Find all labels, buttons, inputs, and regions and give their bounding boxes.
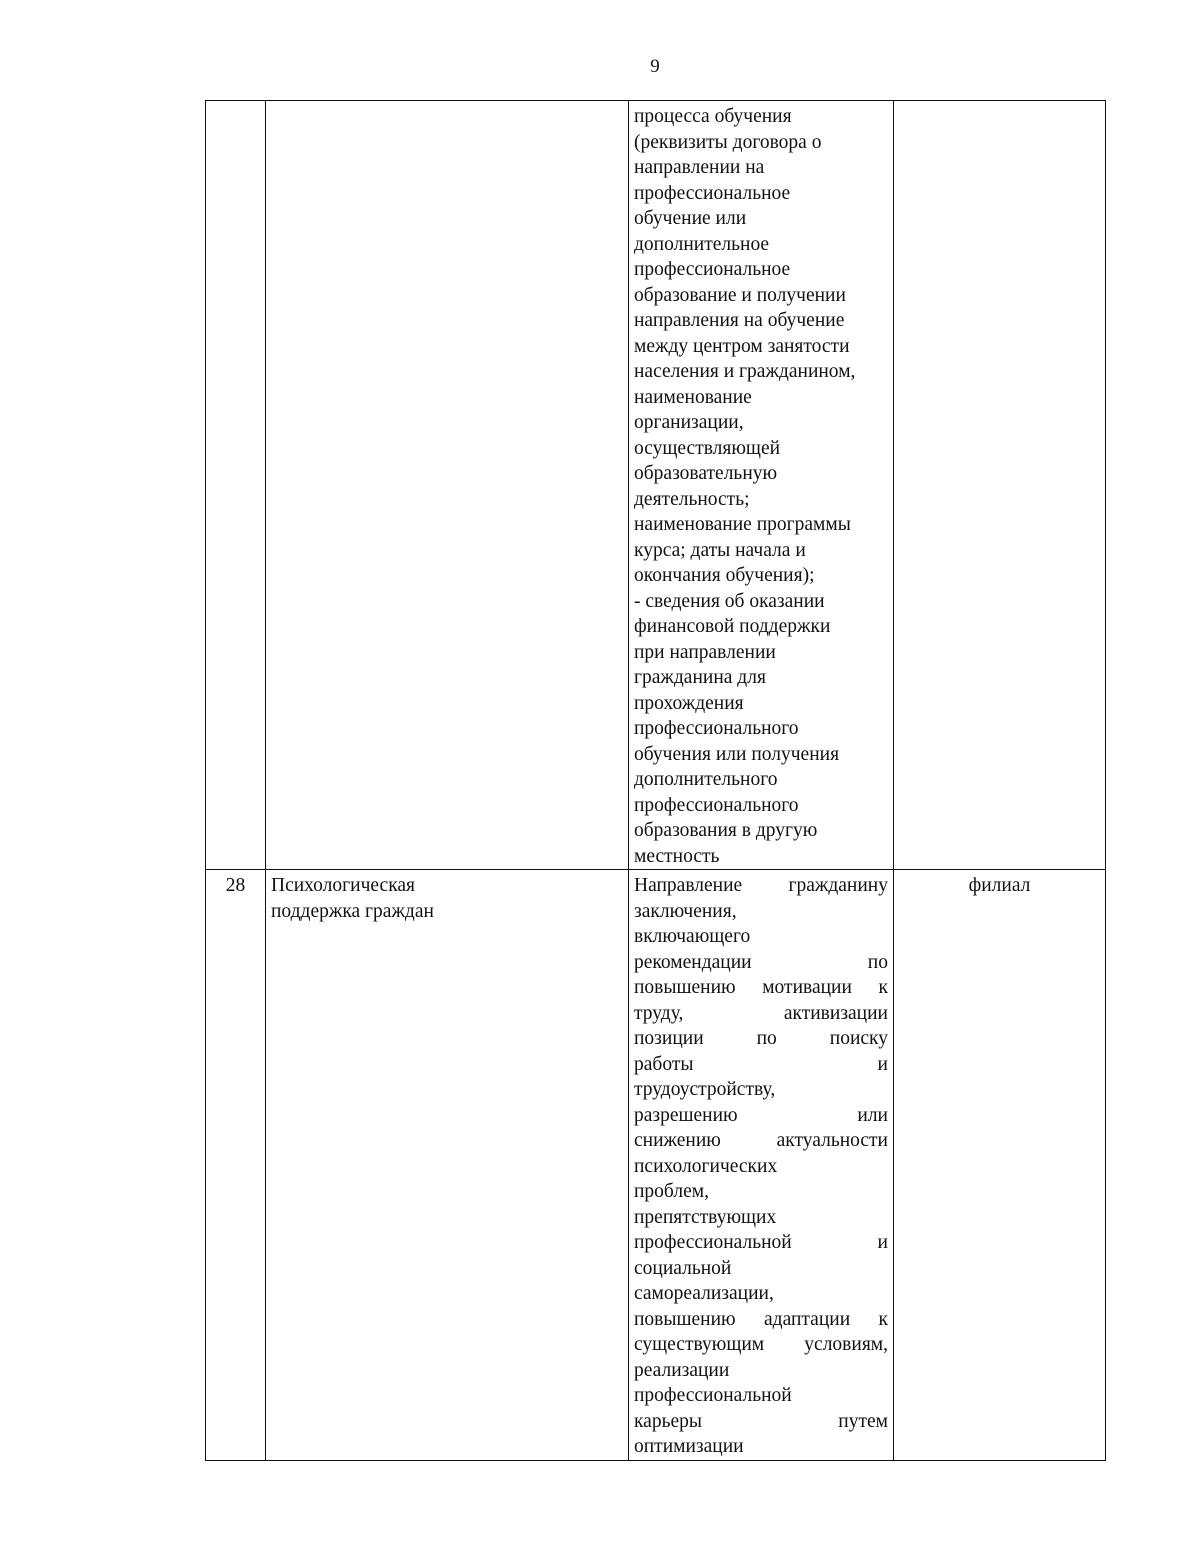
text-line: (реквизиты договора о bbox=[634, 131, 822, 153]
text-line: проблем, bbox=[634, 1181, 709, 1202]
text-line: реализации bbox=[634, 1359, 730, 1381]
service-name-cell bbox=[266, 101, 629, 870]
text-line: деятельность; bbox=[634, 488, 750, 510]
text-line: труду, активизации bbox=[634, 1002, 888, 1024]
text-line: трудоустройству, bbox=[634, 1079, 776, 1100]
text-line: процесса обучения bbox=[634, 106, 792, 127]
text-line: при направлении bbox=[634, 641, 776, 663]
text-line: курса; даты начала и bbox=[634, 539, 806, 561]
text-line: образовательную bbox=[634, 463, 778, 484]
text-line: местность bbox=[634, 845, 720, 867]
table-row-28 bbox=[206, 870, 1106, 1461]
text-line: повышению адаптации к bbox=[634, 1308, 888, 1330]
text-line: профессиональной и bbox=[634, 1232, 888, 1253]
text-line: организации, bbox=[634, 412, 744, 433]
result-description-cell bbox=[629, 870, 894, 1461]
text-line: профессионального bbox=[634, 794, 799, 816]
text-line: направления на обучение bbox=[634, 310, 845, 331]
page-number: 9 bbox=[650, 56, 660, 77]
text-line: гражданина для bbox=[634, 667, 766, 688]
text-line: психологических bbox=[634, 1155, 778, 1177]
text-line: окончания обучения); bbox=[634, 565, 815, 586]
text-line: самореализации, bbox=[634, 1283, 774, 1304]
text-line: профессиональное bbox=[634, 259, 791, 280]
service-name-cell bbox=[266, 870, 629, 1461]
text-line: - сведения об оказании bbox=[634, 590, 825, 612]
text-line: включающего bbox=[634, 926, 751, 947]
text-line: снижению актуальности bbox=[634, 1130, 888, 1151]
text-line: дополнительное bbox=[634, 233, 770, 255]
text-line: обучение или bbox=[634, 208, 747, 229]
text-line: дополнительного bbox=[634, 769, 778, 790]
text-line: населения и гражданином, bbox=[634, 361, 856, 382]
text-line: оптимизации bbox=[634, 1436, 744, 1457]
services-table bbox=[205, 100, 1106, 1461]
row-number-cell: 28 bbox=[206, 870, 266, 1461]
text-line: позиции по поиску bbox=[634, 1028, 888, 1049]
text-line: прохождения bbox=[634, 692, 744, 714]
text-line: направлении на bbox=[634, 157, 765, 178]
text-line: образования в другую bbox=[634, 820, 818, 841]
text-line: профессиональное bbox=[634, 182, 791, 204]
text-line: обучения или получения bbox=[634, 743, 840, 765]
text-line: рекомендации по bbox=[634, 951, 888, 973]
text-line: заключения, bbox=[634, 900, 737, 922]
text-line: образование и получении bbox=[634, 284, 846, 306]
text-line: разрешению или bbox=[634, 1104, 888, 1126]
table-row-continuation bbox=[206, 101, 1106, 870]
service-name-line: поддержка граждан bbox=[271, 900, 434, 922]
text-line: между центром занятости bbox=[634, 335, 850, 357]
executor-cell bbox=[894, 101, 1106, 870]
text-line: профессиональной bbox=[634, 1385, 792, 1406]
row-number-cell bbox=[206, 101, 266, 870]
text-line: Направление гражданину bbox=[634, 875, 888, 896]
result-description-cell bbox=[629, 101, 894, 870]
text-line: работы и bbox=[634, 1053, 888, 1075]
text-line: карьеры путем bbox=[634, 1410, 888, 1432]
service-name-line: Психологическая bbox=[271, 875, 415, 896]
table-body bbox=[206, 101, 1106, 1461]
text-line: препятствующих bbox=[634, 1206, 777, 1228]
text-line: наименование bbox=[634, 386, 752, 408]
text-line: наименование программы bbox=[634, 514, 851, 535]
executor-cell: филиал bbox=[894, 870, 1106, 1461]
text-line: повышению мотивации к bbox=[634, 977, 888, 998]
text-line: социальной bbox=[634, 1257, 732, 1279]
text-line: профессионального bbox=[634, 718, 799, 739]
text-line: осуществляющей bbox=[634, 437, 781, 459]
text-line: существующим условиям, bbox=[634, 1334, 888, 1355]
text-line: финансовой поддержки bbox=[634, 616, 831, 637]
